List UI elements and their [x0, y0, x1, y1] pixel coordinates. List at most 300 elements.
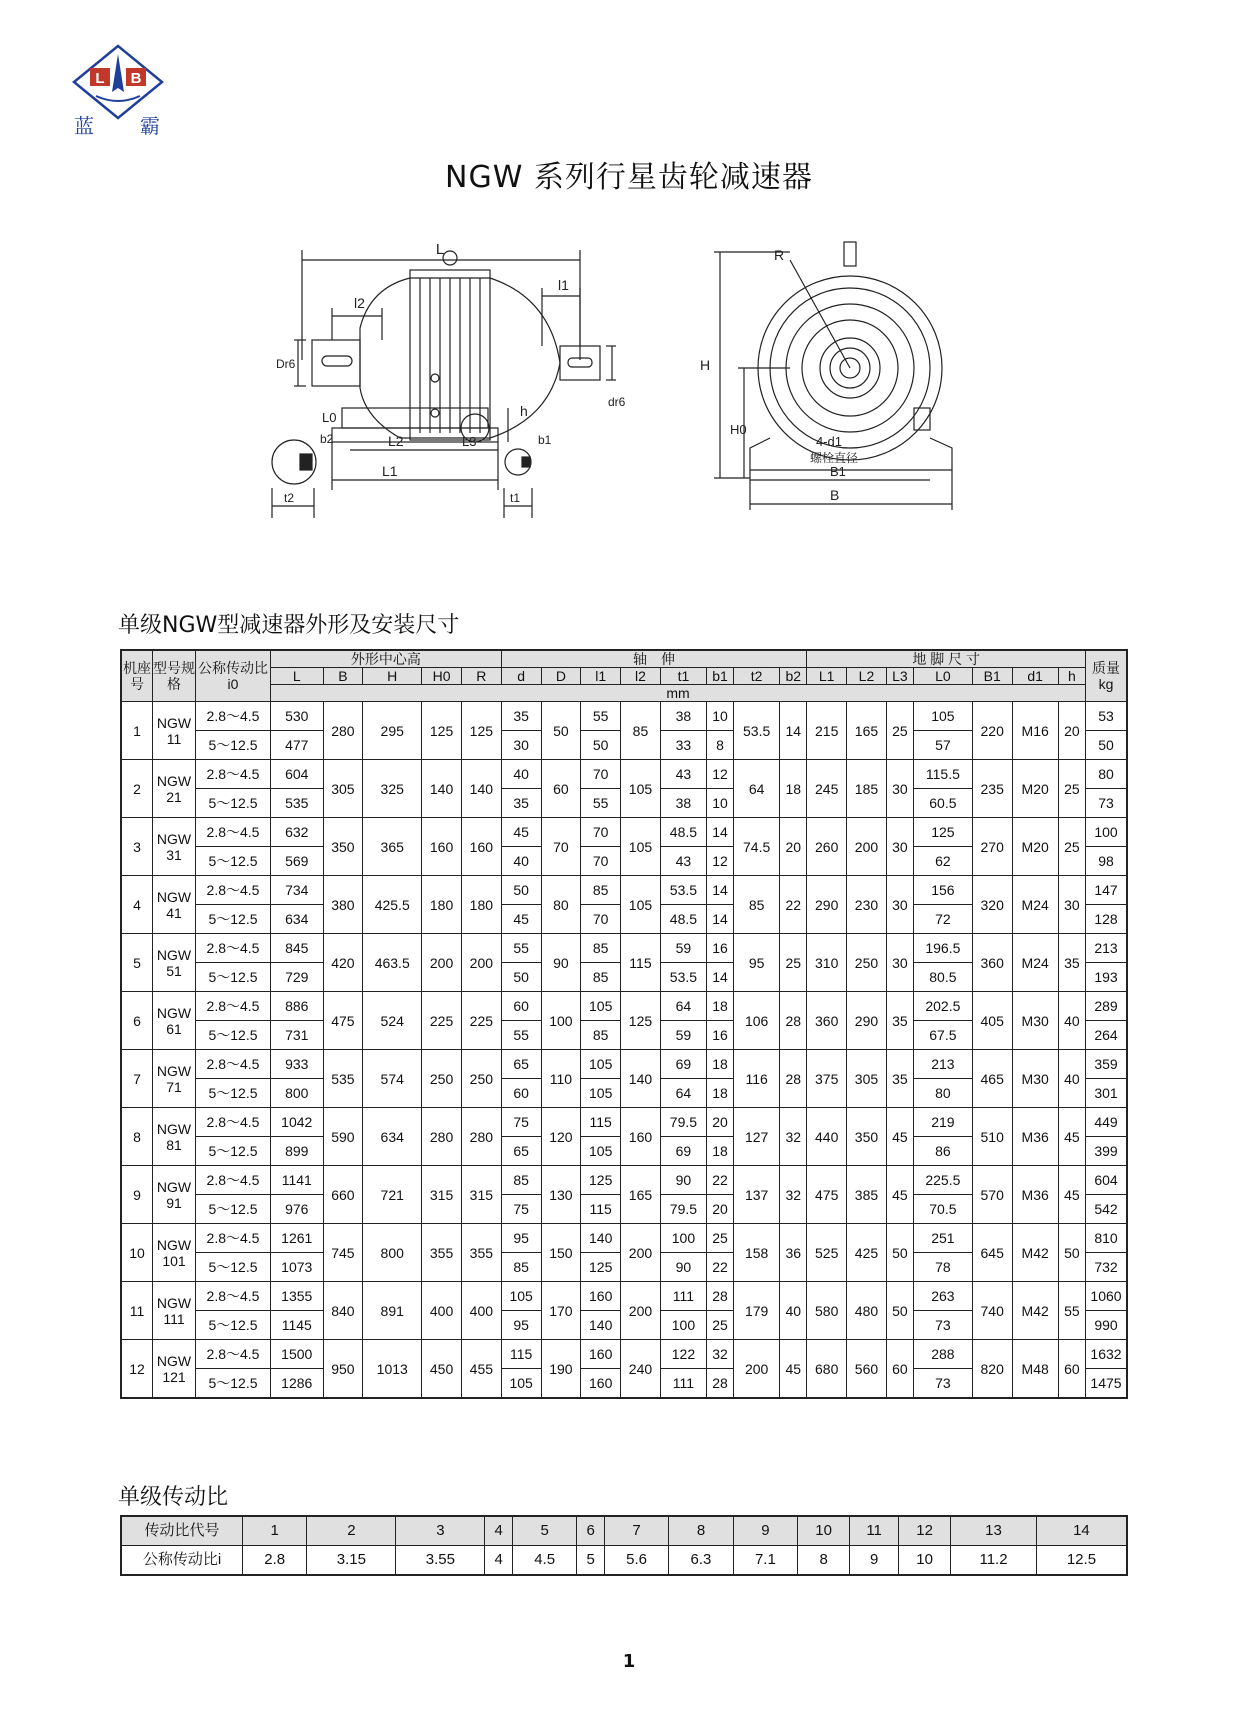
cell-b1: 10: [707, 789, 734, 818]
ratio-value: 3.55: [396, 1546, 485, 1576]
cell-L0: 219: [913, 1108, 972, 1137]
cell-b1: 14: [707, 963, 734, 992]
seat-number: 9: [121, 1166, 153, 1224]
cell-L2: 250: [847, 934, 887, 992]
cell-d: 35: [501, 702, 541, 731]
cell-L3: 30: [886, 818, 913, 876]
cell-l1: 85: [581, 876, 621, 905]
cell-d: 45: [501, 818, 541, 847]
cell-b1: 12: [707, 847, 734, 876]
cell-l1: 105: [581, 992, 621, 1021]
cell-B1: 570: [972, 1166, 1012, 1224]
cell-t1: 53.5: [660, 876, 706, 905]
cell-h: 45: [1058, 1108, 1085, 1166]
cell-L: 1286: [271, 1369, 324, 1399]
cell-t2: 158: [734, 1224, 780, 1282]
cell-b1: 12: [707, 760, 734, 789]
column-header: t1: [660, 668, 706, 685]
cell-B1: 320: [972, 876, 1012, 934]
cell-l1: 105: [581, 1050, 621, 1079]
cell-D: 120: [541, 1108, 581, 1166]
cell-L: 729: [271, 963, 324, 992]
cell-L2: 560: [847, 1340, 887, 1399]
cell-L2: 480: [847, 1282, 887, 1340]
cell-b1: 22: [707, 1166, 734, 1195]
cell-d1: M20: [1012, 760, 1058, 818]
cell-l2: 200: [621, 1224, 661, 1282]
cell-R: 400: [461, 1282, 501, 1340]
cell-l1: 105: [581, 1079, 621, 1108]
cell-H0: 280: [422, 1108, 462, 1166]
column-header: H: [363, 668, 422, 685]
cell-L2: 425: [847, 1224, 887, 1282]
cell-d1: M16: [1012, 702, 1058, 760]
cell-l1: 115: [581, 1108, 621, 1137]
cell-B1: 740: [972, 1282, 1012, 1340]
ratio-code: 2: [307, 1516, 396, 1546]
column-header: h: [1058, 668, 1085, 685]
ratio-value: 7.1: [733, 1546, 797, 1576]
cell-L0: 156: [913, 876, 972, 905]
table-row: [121, 760, 1127, 789]
cell-t2: 116: [734, 1050, 780, 1108]
cell-l1: 160: [581, 1340, 621, 1369]
label-bolt-dia: 螺栓直径: [810, 451, 859, 465]
seat-number: 6: [121, 992, 153, 1050]
model-name: NGW 41: [153, 876, 196, 934]
ratio-value: 6.3: [669, 1546, 733, 1576]
head-ratio: 公称传动比i0: [196, 650, 271, 702]
ratio-range: 2.8～4.5: [196, 1166, 271, 1195]
ratio-code: 12: [899, 1516, 951, 1546]
cell-t1: 69: [660, 1050, 706, 1079]
column-header: L: [271, 668, 324, 685]
cell-b1: 32: [707, 1340, 734, 1369]
cell-L0: 60.5: [913, 789, 972, 818]
cell-L3: 25: [886, 702, 913, 760]
page-number: 1: [622, 1651, 636, 1672]
cell-L: 1355: [271, 1282, 324, 1311]
seat-number: 4: [121, 876, 153, 934]
label-R: R: [774, 247, 785, 263]
cell-B: 745: [323, 1224, 363, 1282]
cell-L0: 196.5: [913, 934, 972, 963]
cell-b2: 40: [780, 1282, 807, 1340]
table-row: [121, 818, 1127, 847]
cell-L: 933: [271, 1050, 324, 1079]
ratio-value: 11.2: [951, 1546, 1037, 1576]
cell-h: 40: [1058, 1050, 1085, 1108]
cell-l1: 160: [581, 1369, 621, 1399]
label-L2: L2: [388, 433, 404, 449]
cell-b1: 14: [707, 818, 734, 847]
mass-value: 732: [1086, 1253, 1128, 1282]
cell-L2: 350: [847, 1108, 887, 1166]
cell-t1: 100: [660, 1224, 706, 1253]
cell-t1: 38: [660, 702, 706, 731]
ratio-value: 2.8: [243, 1546, 307, 1576]
cell-B: 950: [323, 1340, 363, 1399]
cell-b1: 16: [707, 934, 734, 963]
cell-L1: 360: [807, 992, 847, 1050]
cell-t1: 33: [660, 731, 706, 760]
cell-L2: 230: [847, 876, 887, 934]
table-row: [121, 1108, 1127, 1137]
cell-b1: 16: [707, 1021, 734, 1050]
label-l2: l2: [354, 295, 365, 311]
svg-text:L: L: [95, 70, 105, 87]
label-H0: H0: [730, 422, 747, 437]
mass-value: 98: [1086, 847, 1128, 876]
mass-value: 193: [1086, 963, 1128, 992]
mass-value: 301: [1086, 1079, 1128, 1108]
ratio-range: 2.8～4.5: [196, 876, 271, 905]
label-L0: L0: [322, 410, 337, 425]
cell-l1: 160: [581, 1282, 621, 1311]
cell-D: 190: [541, 1340, 581, 1399]
cell-b1: 14: [707, 905, 734, 934]
cell-h: 45: [1058, 1166, 1085, 1224]
ratio-range: 5～12.5: [196, 1079, 271, 1108]
cell-l2: 85: [621, 702, 661, 760]
label-B: B: [830, 487, 840, 503]
cell-L2: 200: [847, 818, 887, 876]
cell-l2: 105: [621, 876, 661, 934]
ratio-code: 10: [798, 1516, 850, 1546]
mass-value: 399: [1086, 1137, 1128, 1166]
cell-L: 731: [271, 1021, 324, 1050]
cell-t2: 200: [734, 1340, 780, 1399]
cell-B: 305: [323, 760, 363, 818]
cell-l1: 55: [581, 789, 621, 818]
cell-d: 30: [501, 731, 541, 760]
cell-L0: 72: [913, 905, 972, 934]
seat-number: 2: [121, 760, 153, 818]
cell-R: 280: [461, 1108, 501, 1166]
column-header: B1: [972, 668, 1012, 685]
column-header: B: [323, 668, 363, 685]
cell-t2: 85: [734, 876, 780, 934]
label-Dr6: Dr6: [276, 357, 296, 371]
cell-l1: 115: [581, 1195, 621, 1224]
cell-L1: 310: [807, 934, 847, 992]
ratio-value: 10: [899, 1546, 951, 1576]
cell-b2: 32: [780, 1166, 807, 1224]
cell-L1: 440: [807, 1108, 847, 1166]
cell-l1: 140: [581, 1224, 621, 1253]
cell-t2: 74.5: [734, 818, 780, 876]
cell-L3: 35: [886, 1050, 913, 1108]
cell-L: 1073: [271, 1253, 324, 1282]
cell-B1: 465: [972, 1050, 1012, 1108]
cell-L3: 60: [886, 1340, 913, 1399]
cell-b1: 22: [707, 1253, 734, 1282]
cell-l1: 70: [581, 760, 621, 789]
table-row: [121, 876, 1127, 905]
ratio-code: 3: [396, 1516, 485, 1546]
mass-value: 147: [1086, 876, 1128, 905]
cell-L3: 45: [886, 1166, 913, 1224]
ratio-range: 5～12.5: [196, 1253, 271, 1282]
cell-h: 30: [1058, 876, 1085, 934]
cell-B1: 220: [972, 702, 1012, 760]
cell-l2: 165: [621, 1166, 661, 1224]
ratio-code: 6: [577, 1516, 605, 1546]
cell-L1: 475: [807, 1166, 847, 1224]
svg-text:B: B: [130, 70, 142, 87]
cell-h: 55: [1058, 1282, 1085, 1340]
cell-l2: 115: [621, 934, 661, 992]
ratio-range: 2.8～4.5: [196, 992, 271, 1021]
cell-D: 130: [541, 1166, 581, 1224]
cell-H: 574: [363, 1050, 422, 1108]
cell-B: 840: [323, 1282, 363, 1340]
cell-d: 85: [501, 1166, 541, 1195]
ratio-range: 5～12.5: [196, 1311, 271, 1340]
table-row: [121, 1340, 1127, 1369]
cell-d1: M24: [1012, 934, 1058, 992]
cell-L: 632: [271, 818, 324, 847]
ratio-range: 5～12.5: [196, 1195, 271, 1224]
cell-L0: 263: [913, 1282, 972, 1311]
ratio-table: [120, 1515, 1128, 1576]
column-header: l1: [581, 668, 621, 685]
cell-B: 420: [323, 934, 363, 992]
cell-d: 105: [501, 1282, 541, 1311]
model-name: NGW 11: [153, 702, 196, 760]
seat-number: 8: [121, 1108, 153, 1166]
cell-L2: 185: [847, 760, 887, 818]
column-header: b2: [780, 668, 807, 685]
cell-H: 800: [363, 1224, 422, 1282]
cell-L: 1261: [271, 1224, 324, 1253]
cell-H0: 160: [422, 818, 462, 876]
cell-D: 110: [541, 1050, 581, 1108]
cell-L1: 680: [807, 1340, 847, 1399]
brand-logo: [66, 44, 186, 138]
cell-B: 350: [323, 818, 363, 876]
mass-value: 53: [1086, 702, 1128, 731]
cell-d: 60: [501, 992, 541, 1021]
cell-R: 160: [461, 818, 501, 876]
cell-L0: 202.5: [913, 992, 972, 1021]
cell-L3: 30: [886, 934, 913, 992]
cell-l2: 200: [621, 1282, 661, 1340]
section-title-dimensions: 单级NGW型减速器外形及安装尺寸: [118, 613, 460, 638]
ratio-range: 2.8～4.5: [196, 1282, 271, 1311]
head-mass: 质量kg: [1086, 650, 1128, 702]
label-l1: l1: [558, 277, 569, 293]
ratio-range: 5～12.5: [196, 1137, 271, 1166]
cell-b1: 10: [707, 702, 734, 731]
cell-L0: 125: [913, 818, 972, 847]
cell-t1: 43: [660, 760, 706, 789]
cell-L1: 260: [807, 818, 847, 876]
cell-b1: 28: [707, 1369, 734, 1399]
cell-B: 280: [323, 702, 363, 760]
cell-R: 180: [461, 876, 501, 934]
cell-H: 634: [363, 1108, 422, 1166]
ratio-range: 5～12.5: [196, 905, 271, 934]
table-row: [121, 934, 1127, 963]
cell-L: 530: [271, 702, 324, 731]
cell-h: 35: [1058, 934, 1085, 992]
model-name: NGW 31: [153, 818, 196, 876]
cell-d1: M20: [1012, 818, 1058, 876]
label-L3: L3: [462, 434, 477, 449]
cell-b1: 18: [707, 1050, 734, 1079]
cell-H0: 355: [422, 1224, 462, 1282]
mass-value: 604: [1086, 1166, 1128, 1195]
cell-t1: 64: [660, 1079, 706, 1108]
cell-b1: 18: [707, 1137, 734, 1166]
cell-t1: 48.5: [660, 818, 706, 847]
cell-H: 1013: [363, 1340, 422, 1399]
cell-H: 365: [363, 818, 422, 876]
ratio-code-row: [121, 1516, 1127, 1546]
cell-L0: 62: [913, 847, 972, 876]
cell-B1: 360: [972, 934, 1012, 992]
cell-l1: 55: [581, 702, 621, 731]
ratio-range: 2.8～4.5: [196, 1050, 271, 1079]
cell-d: 115: [501, 1340, 541, 1369]
cell-t1: 48.5: [660, 905, 706, 934]
seat-number: 11: [121, 1282, 153, 1340]
cell-t1: 90: [660, 1253, 706, 1282]
ratio-value: 12.5: [1036, 1546, 1127, 1576]
ratio-range: 2.8～4.5: [196, 760, 271, 789]
logo-char-left: 蓝: [74, 114, 94, 138]
cell-d: 40: [501, 847, 541, 876]
column-header: L2: [847, 668, 887, 685]
cell-b2: 20: [780, 818, 807, 876]
mass-value: 990: [1086, 1311, 1128, 1340]
logo-char-right: 霸: [140, 114, 160, 138]
cell-t1: 100: [660, 1311, 706, 1340]
cell-H0: 180: [422, 876, 462, 934]
cell-R: 455: [461, 1340, 501, 1399]
cell-d: 95: [501, 1311, 541, 1340]
label-4-d1: 4-d1: [816, 434, 843, 449]
cell-D: 50: [541, 702, 581, 760]
cell-t1: 38: [660, 789, 706, 818]
cell-t1: 111: [660, 1282, 706, 1311]
cell-L3: 45: [886, 1108, 913, 1166]
cell-b2: 28: [780, 992, 807, 1050]
cell-d: 65: [501, 1137, 541, 1166]
cell-t2: 95: [734, 934, 780, 992]
cell-h: 50: [1058, 1224, 1085, 1282]
cell-t2: 179: [734, 1282, 780, 1340]
ratio-value-row: [121, 1546, 1127, 1576]
cell-b1: 25: [707, 1224, 734, 1253]
cell-b2: 28: [780, 1050, 807, 1108]
mass-value: 1060: [1086, 1282, 1128, 1311]
cell-b2: 36: [780, 1224, 807, 1282]
mass-value: 100: [1086, 818, 1128, 847]
cell-b2: 22: [780, 876, 807, 934]
cell-D: 100: [541, 992, 581, 1050]
cell-t1: 90: [660, 1166, 706, 1195]
cell-H: 891: [363, 1282, 422, 1340]
column-header: t2: [734, 668, 780, 685]
cell-t2: 64: [734, 760, 780, 818]
head-group-foot: 地 脚 尺 寸: [807, 650, 1086, 668]
cell-h: 40: [1058, 992, 1085, 1050]
cell-L1: 375: [807, 1050, 847, 1108]
cell-L0: 80: [913, 1079, 972, 1108]
cell-d: 105: [501, 1369, 541, 1399]
cell-L2: 290: [847, 992, 887, 1050]
cell-L: 1145: [271, 1311, 324, 1340]
mass-value: 289: [1086, 992, 1128, 1021]
table-row: [121, 702, 1127, 731]
seat-number: 5: [121, 934, 153, 992]
mass-value: 359: [1086, 1050, 1128, 1079]
cell-t2: 127: [734, 1108, 780, 1166]
cell-R: 225: [461, 992, 501, 1050]
cell-R: 250: [461, 1050, 501, 1108]
ratio-code-label: 传动比代号: [121, 1516, 243, 1546]
mass-value: 810: [1086, 1224, 1128, 1253]
mass-value: 128: [1086, 905, 1128, 934]
model-name: NGW 71: [153, 1050, 196, 1108]
model-name: NGW 21: [153, 760, 196, 818]
cell-d: 55: [501, 1021, 541, 1050]
end-view-drawing: [700, 247, 980, 548]
cell-b1: 18: [707, 1079, 734, 1108]
section-title-ratio: 单级传动比: [118, 1485, 229, 1510]
cell-L2: 165: [847, 702, 887, 760]
ratio-range: 2.8～4.5: [196, 934, 271, 963]
cell-L: 1042: [271, 1108, 324, 1137]
cell-L0: 225.5: [913, 1166, 972, 1195]
cell-L3: 30: [886, 760, 913, 818]
cell-B1: 270: [972, 818, 1012, 876]
cell-t1: 43: [660, 847, 706, 876]
cell-L: 845: [271, 934, 324, 963]
cell-B: 590: [323, 1108, 363, 1166]
head-seat: 机座号: [121, 650, 153, 702]
cell-t1: 53.5: [660, 963, 706, 992]
cell-B: 660: [323, 1166, 363, 1224]
cell-t2: 53.5: [734, 702, 780, 760]
cell-L0: 213: [913, 1050, 972, 1079]
cell-H0: 140: [422, 760, 462, 818]
model-name: NGW 91: [153, 1166, 196, 1224]
cell-L0: 73: [913, 1369, 972, 1399]
cell-H0: 125: [422, 702, 462, 760]
cell-B: 380: [323, 876, 363, 934]
ratio-code: 1: [243, 1516, 307, 1546]
cell-d: 65: [501, 1050, 541, 1079]
cell-l1: 85: [581, 934, 621, 963]
cell-L1: 580: [807, 1282, 847, 1340]
ratio-range: 2.8～4.5: [196, 1340, 271, 1369]
cell-h: 20: [1058, 702, 1085, 760]
cell-t1: 59: [660, 1021, 706, 1050]
ratio-value: 4.5: [512, 1546, 576, 1576]
mass-value: 449: [1086, 1108, 1128, 1137]
cell-t1: 111: [660, 1369, 706, 1399]
ratio-code: 4: [485, 1516, 513, 1546]
mass-value: 213: [1086, 934, 1128, 963]
cell-l1: 50: [581, 731, 621, 760]
seat-number: 7: [121, 1050, 153, 1108]
cell-B1: 405: [972, 992, 1012, 1050]
cell-B: 535: [323, 1050, 363, 1108]
cell-l1: 85: [581, 963, 621, 992]
